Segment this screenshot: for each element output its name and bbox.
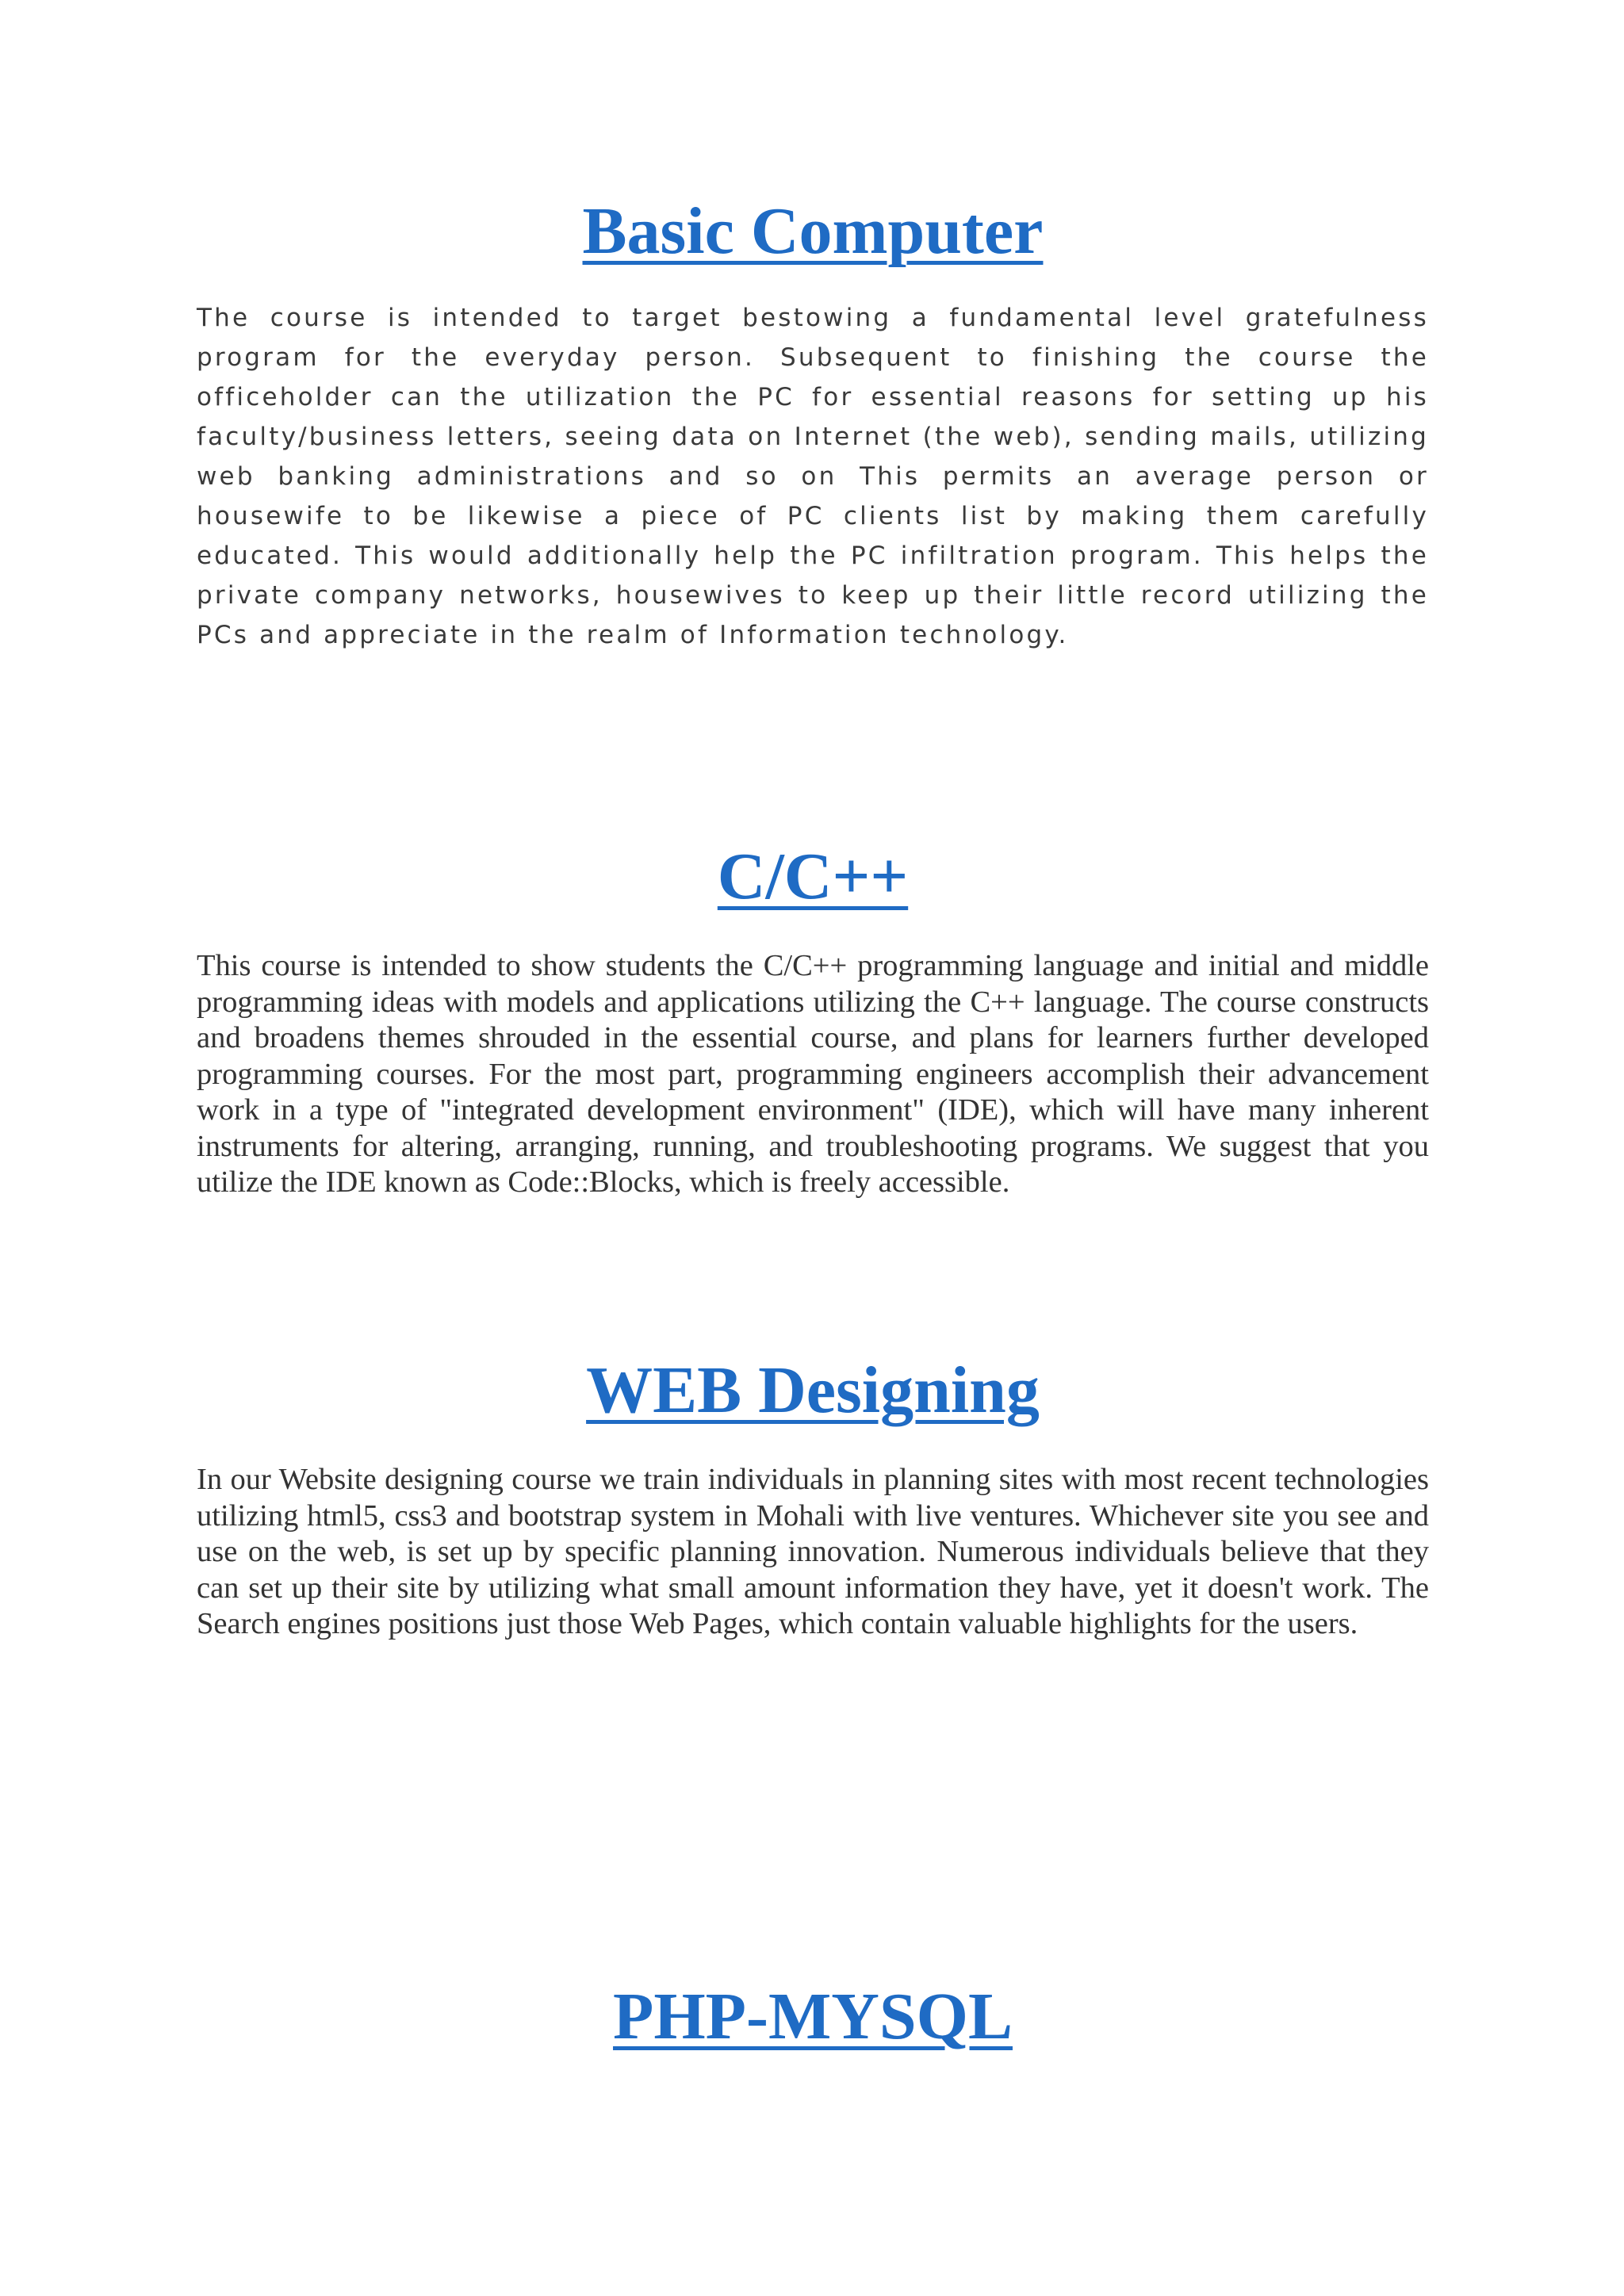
heading-web-designing: WEB Designing [586,1353,1040,1427]
heading-basic-computer: Basic Computer [582,194,1044,268]
heading-php-mysql: PHP-MYSQL [613,1980,1013,2053]
paragraph-web-designing: In our Website designing course we train individuals in planning sites with most recent technologies utilizing html5, css3 and bootstrap system in Mohali with live ventures. Whichever site you see and use on the web, is set up by specific planning innovation. Numerous individuals believe that they can set up their site by utilizing what small amount information they have, yet it doesn't work. The Search engines positions just those Web Pages, which contain valuable highlights for the users. [197,1463,1429,1641]
paragraph-c-cpp: This course is intended to show students the C/C++ programming language and initial and middle programming ideas with models and applications utilizing the C++ language. The course constructs and broadens themes shrouded in the essential course, and plans for learners further developed programming courses. For the most part, programming engineers accomplish their advancement work in a type of "integrated development environment" (IDE), which will have many inherent instruments for altering, arranging, running, and troubleshooting programs. We suggest that you utilize the IDE known as Code::Blocks, which is freely accessible. [197,949,1429,1200]
paragraph-basic-computer: The course is intended to target bestowing a fundamental level gratefulness program for the everyday person. Subsequent to finishing the course the officeholder can the utilization the PC for essential reasons for setting up his faculty/business letters, seeing data on Internet (the web), sending mails, utilizing web banking administrations and so on This permits an average person or housewife to be likewise a piece of PC clients list by making them carefully educated. This would additionally help the PC infiltration program. This helps the private company networks, housewives to keep up their little record utilizing the PCs and appreciate in the realm of Information technology. [197,304,1429,650]
section-c-cpp [197,842,1429,1201]
section-php-mysql [197,1982,1429,2052]
section-web-designing [197,1353,1429,1643]
heading-c-cpp: C/C++ [717,840,909,913]
section-basic-computer [197,194,1429,655]
